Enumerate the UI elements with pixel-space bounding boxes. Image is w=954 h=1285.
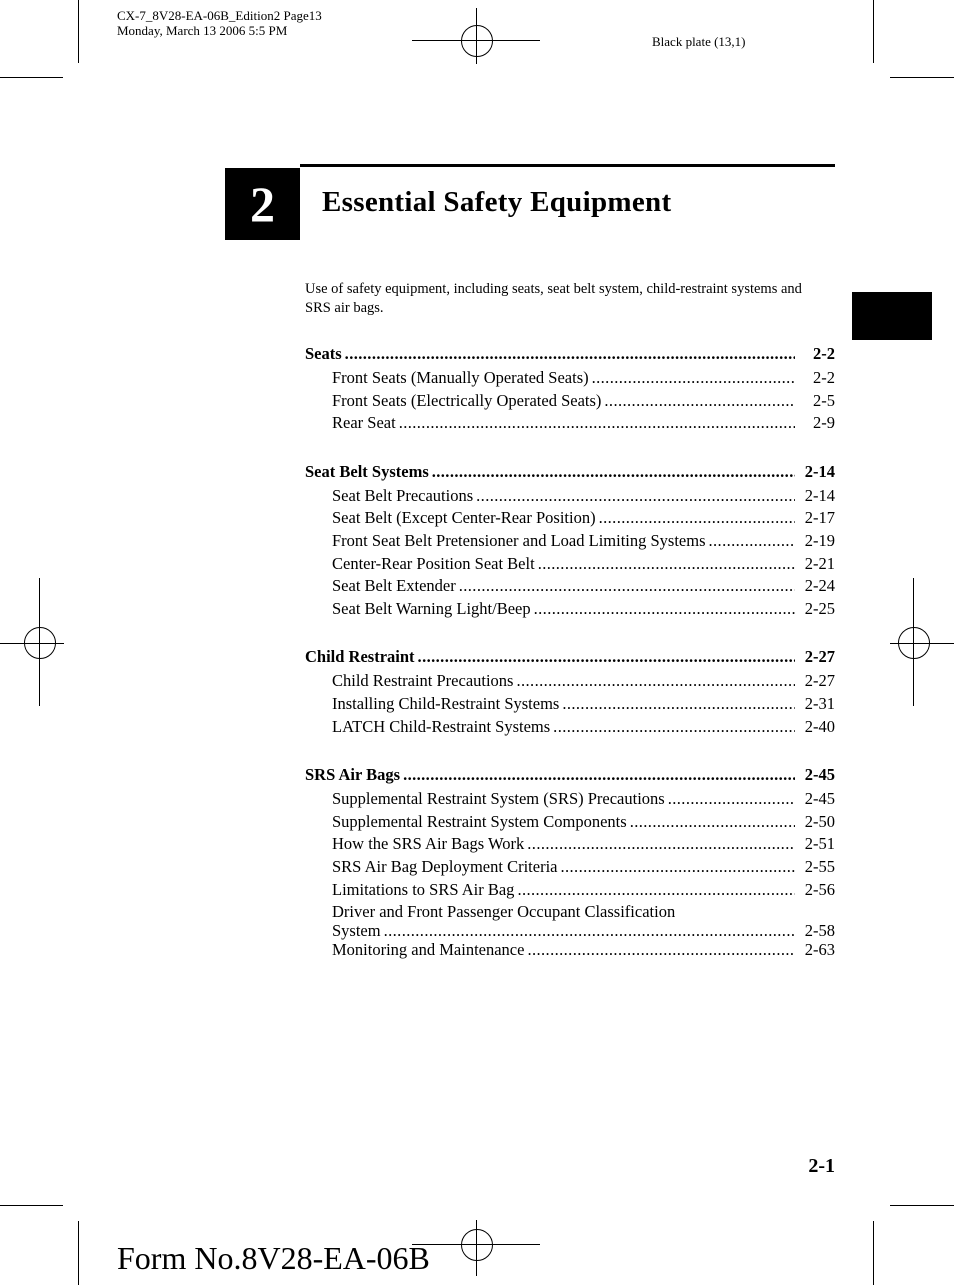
chapter-number: 2	[250, 176, 275, 232]
toc-entry[interactable]: Installing Child-Restraint Systems ..... 2-31	[305, 694, 835, 717]
toc-section-child-restraint	[305, 647, 835, 739]
toc-entry[interactable]: Center-Rear Position Seat Belt ..... 2-21	[305, 554, 835, 577]
toc-heading[interactable]: Seat Belt Systems ..... 2-14	[305, 462, 835, 486]
page-number: 2-1	[808, 1155, 835, 1177]
toc-entry[interactable]: LATCH Child-Restraint Systems ..... 2-40	[305, 717, 835, 740]
toc-heading[interactable]: Child Restraint ..... 2-27	[305, 647, 835, 671]
chapter-rule	[300, 164, 835, 167]
print-header-date: Monday, March 13 2006 5:5 PM	[117, 23, 288, 38]
print-header	[117, 8, 322, 38]
form-number: Form No.8V28-EA-06B	[117, 1240, 430, 1276]
toc-heading[interactable]: SRS Air Bags ..... 2-45	[305, 765, 835, 789]
toc-entry[interactable]: Front Seats (Electrically Operated Seats) ..... 2-5	[305, 391, 835, 414]
toc-heading[interactable]: Seats ..... 2-2	[305, 344, 835, 368]
toc-entry[interactable]: Seat Belt (Except Center-Rear Position) ..... 2-17	[305, 508, 835, 531]
print-header-file: CX-7_8V28-EA-06B_Edition2 Page13	[117, 8, 322, 23]
toc-entry[interactable]: Seat Belt Warning Light/Beep ..... 2-25	[305, 599, 835, 622]
toc-entry[interactable]: Supplemental Restraint System (SRS) Precautions ..... 2-45	[305, 789, 835, 812]
chapter-title: Essential Safety Equipment	[322, 186, 672, 218]
table-of-contents	[305, 344, 835, 989]
toc-entry[interactable]: Driver and Front Passenger Occupant Classification System ..... 2-58	[305, 902, 835, 940]
toc-entry[interactable]: How the SRS Air Bags Work ..... 2-51	[305, 834, 835, 857]
toc-entry[interactable]: Limitations to SRS Air Bag ..... 2-56	[305, 880, 835, 903]
toc-section-seat-belt-systems	[305, 462, 835, 622]
toc-entry[interactable]: Seat Belt Precautions ..... 2-14	[305, 486, 835, 509]
toc-entry[interactable]: Monitoring and Maintenance ..... 2-63	[305, 940, 835, 963]
plate-label: Black plate (13,1)	[652, 34, 746, 49]
toc-entry[interactable]: Child Restraint Precautions ..... 2-27	[305, 671, 835, 694]
toc-section-srs-air-bags	[305, 765, 835, 963]
toc-entry[interactable]: SRS Air Bag Deployment Criteria ..... 2-55	[305, 857, 835, 880]
toc-entry[interactable]: Seat Belt Extender ..... 2-24	[305, 576, 835, 599]
chapter-intro: Use of safety equipment, including seats, seat belt system, child-restraint systems and SRS air bags.	[305, 281, 802, 316]
toc-entry[interactable]: Supplemental Restraint System Components ..... 2-50	[305, 812, 835, 835]
toc-entry[interactable]: Front Seat Belt Pretensioner and Load Limiting Systems ..... 2-19	[305, 531, 835, 554]
chapter-thumb-tab	[852, 292, 932, 340]
toc-entry[interactable]: Front Seats (Manually Operated Seats) ..... 2-2	[305, 368, 835, 391]
toc-section-seats	[305, 344, 835, 436]
toc-entry[interactable]: Rear Seat ..... 2-9	[305, 413, 835, 436]
chapter-number-box	[225, 168, 300, 240]
